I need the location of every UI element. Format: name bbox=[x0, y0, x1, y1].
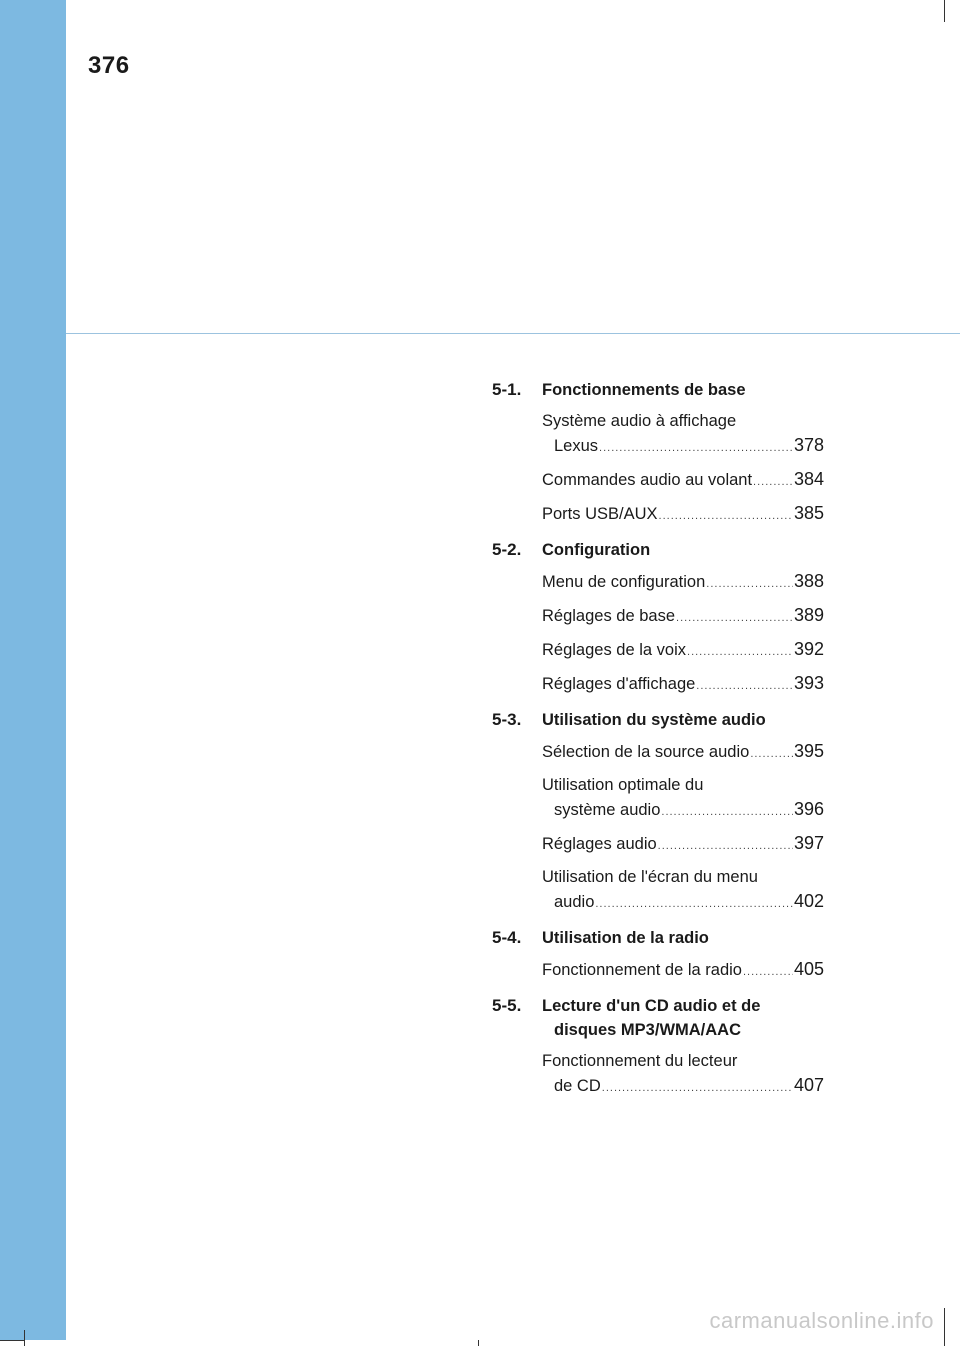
section-title bbox=[542, 538, 824, 562]
section-number: 5-2. bbox=[492, 540, 522, 559]
entry-page-number: 396 bbox=[793, 799, 824, 819]
entry-page-number: 378 bbox=[793, 435, 824, 455]
table-of-contents bbox=[492, 378, 824, 1110]
dot-leader bbox=[743, 960, 793, 984]
dot-leader bbox=[706, 572, 793, 596]
entry-label: Réglages de la voix bbox=[542, 641, 687, 659]
section-title-line: Lecture d'un CD audio et de bbox=[542, 997, 761, 1015]
dot-leader bbox=[753, 470, 793, 494]
dot-leader bbox=[595, 892, 793, 916]
section-number: 5-3. bbox=[492, 710, 522, 729]
crop-mark bbox=[478, 1340, 479, 1346]
entry-page-number: 395 bbox=[793, 741, 824, 761]
toc-entry[interactable] bbox=[542, 831, 824, 858]
section-number: 5-1. bbox=[492, 380, 522, 399]
toc-section bbox=[492, 538, 824, 698]
dot-leader bbox=[687, 640, 793, 664]
section-heading bbox=[492, 708, 824, 732]
section-title-line: disques MP3/WMA/AAC bbox=[554, 1021, 742, 1039]
toc-entry[interactable] bbox=[542, 569, 824, 596]
dot-leader bbox=[659, 504, 793, 528]
section-heading bbox=[492, 378, 824, 402]
page-number: 376 bbox=[88, 52, 130, 79]
watermark: carmanualsonline.info bbox=[709, 1308, 934, 1333]
entry-page-number: 402 bbox=[793, 891, 824, 911]
section-heading bbox=[492, 994, 824, 1042]
entry-label: audio bbox=[554, 893, 595, 911]
section-title-line: Fonctionnements de base bbox=[542, 381, 746, 399]
entry-page-number: 393 bbox=[793, 673, 824, 693]
entry-label: Lexus bbox=[554, 437, 599, 455]
crop-mark bbox=[24, 1330, 25, 1346]
entry-label: système audio bbox=[554, 801, 661, 819]
entry-label: Système audio à affichage bbox=[542, 412, 737, 430]
section-number: 5-4. bbox=[492, 928, 522, 947]
entry-page-number: 388 bbox=[793, 571, 824, 591]
toc-entry[interactable] bbox=[542, 1049, 824, 1100]
toc-section bbox=[492, 378, 824, 528]
toc-entry[interactable] bbox=[542, 671, 824, 698]
dot-leader bbox=[750, 742, 793, 766]
toc-entry[interactable] bbox=[542, 603, 824, 630]
entry-page-number: 385 bbox=[793, 503, 824, 523]
entry-label: Commandes audio au volant bbox=[542, 471, 753, 489]
section-title bbox=[542, 378, 824, 402]
toc-entry[interactable] bbox=[542, 773, 824, 824]
entry-page-number: 392 bbox=[793, 639, 824, 659]
entry-label: Fonctionnement du lecteur bbox=[542, 1052, 738, 1070]
section-number: 5-5. bbox=[492, 996, 522, 1015]
dot-leader bbox=[696, 674, 793, 698]
entry-label: Utilisation de l'écran du menu bbox=[542, 868, 758, 886]
section-title bbox=[542, 994, 824, 1042]
entry-label: Fonctionnement de la radio bbox=[542, 961, 742, 979]
entry-label: Utilisation optimale du bbox=[542, 776, 704, 794]
toc-entry[interactable] bbox=[542, 501, 824, 528]
entry-label: de CD bbox=[554, 1077, 601, 1095]
entry-page-number: 405 bbox=[793, 959, 824, 979]
section-heading bbox=[492, 926, 824, 950]
entry-label: Ports USB/AUX bbox=[542, 505, 658, 523]
entry-label: Menu de configuration bbox=[542, 573, 706, 591]
dot-leader bbox=[599, 436, 793, 460]
entry-page-number: 384 bbox=[793, 469, 824, 489]
section-title-line: Utilisation de la radio bbox=[542, 929, 709, 947]
entry-label: Réglages de base bbox=[542, 607, 676, 625]
section-title bbox=[542, 708, 824, 732]
entry-label: Sélection de la source audio bbox=[542, 743, 750, 761]
crop-mark bbox=[0, 1340, 24, 1341]
toc-entry[interactable] bbox=[542, 467, 824, 494]
entry-label: Réglages d'affichage bbox=[542, 675, 696, 693]
toc-section bbox=[492, 926, 824, 984]
sidebar-tab bbox=[0, 0, 66, 1340]
crop-mark bbox=[944, 0, 945, 22]
divider-line bbox=[66, 333, 960, 334]
crop-mark bbox=[944, 1308, 945, 1346]
toc-section bbox=[492, 994, 824, 1100]
section-title-line: Configuration bbox=[542, 541, 651, 559]
section-title bbox=[542, 926, 824, 950]
section-heading bbox=[492, 538, 824, 562]
toc-entry[interactable] bbox=[542, 409, 824, 460]
dot-leader bbox=[661, 800, 793, 824]
toc-entry[interactable] bbox=[542, 739, 824, 766]
entry-label: Réglages audio bbox=[542, 835, 657, 853]
section-title-line: Utilisation du système audio bbox=[542, 711, 766, 729]
entry-page-number: 389 bbox=[793, 605, 824, 625]
dot-leader bbox=[676, 606, 793, 630]
dot-leader bbox=[658, 834, 793, 858]
entry-page-number: 397 bbox=[793, 833, 824, 853]
toc-section bbox=[492, 708, 824, 916]
entry-page-number: 407 bbox=[793, 1075, 824, 1095]
toc-entry[interactable] bbox=[542, 637, 824, 664]
dot-leader bbox=[602, 1076, 793, 1100]
toc-entry[interactable] bbox=[542, 957, 824, 984]
toc-entry[interactable] bbox=[542, 865, 824, 916]
